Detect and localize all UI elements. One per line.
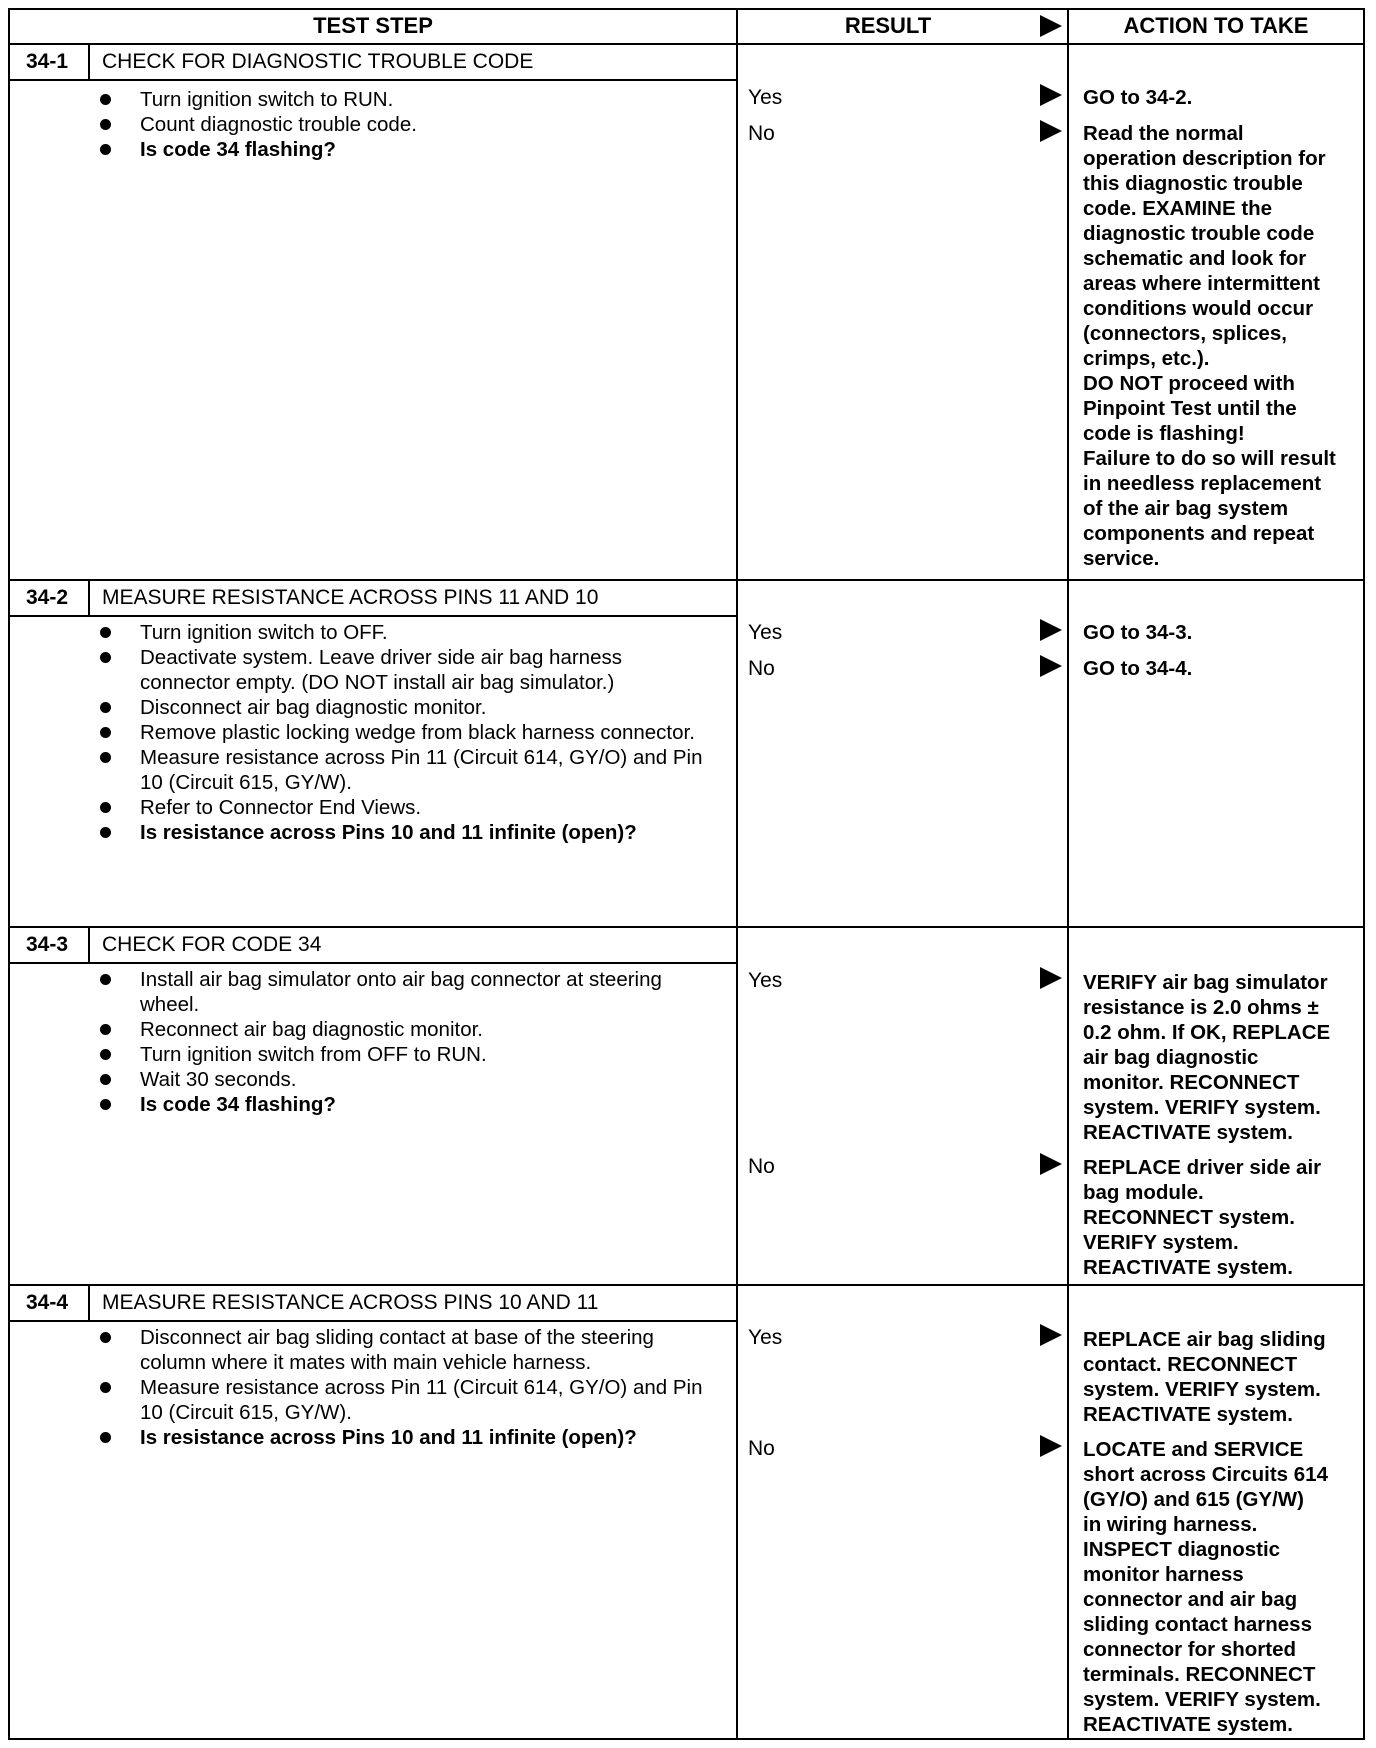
num-cell-border (88, 1284, 90, 1320)
bullet-dot-icon (100, 974, 111, 985)
table-border-left (8, 8, 10, 1740)
action-line: areas where intermittent (1083, 272, 1320, 295)
bullet-dot-icon (100, 752, 111, 763)
num-cell-border (88, 579, 90, 615)
column-divider (1067, 8, 1069, 1740)
header-result: RESULT (844, 13, 932, 38)
step-bullets (96, 87, 716, 162)
bullet-item (96, 1042, 716, 1067)
action-line: VERIFY air bag simulator (1083, 971, 1328, 994)
bullet-dot-icon (100, 1024, 111, 1035)
action-line: system. VERIFY system. (1083, 1688, 1321, 1711)
action-line: diagnostic trouble code (1083, 222, 1315, 245)
action-text (1083, 1437, 1361, 1737)
action-line: REACTIVATE system. (1083, 1713, 1293, 1736)
result-yes: Yes (748, 969, 783, 992)
result-yes: Yes (748, 86, 783, 109)
bullet-text: Reconnect air bag diagnostic monitor. (140, 1018, 484, 1041)
arrow-icon (1040, 84, 1062, 106)
bullet-text: Turn ignition switch to RUN. (140, 88, 394, 111)
bullet-item (96, 87, 716, 112)
action-line: REPLACE driver side air (1083, 1156, 1322, 1179)
bullet-item (96, 1325, 716, 1375)
action-line: connector and air bag (1083, 1588, 1298, 1611)
bullet-dot-icon (100, 94, 111, 105)
action-line: schematic and look for (1083, 247, 1307, 270)
step-title: MEASURE RESISTANCE ACROSS PINS 11 AND 10 (102, 586, 599, 609)
bullet-item (96, 620, 716, 645)
bullet-text: Install air bag simulator onto air bag connector at steering wheel. (140, 968, 662, 1016)
action-line: REPLACE air bag sliding (1083, 1328, 1326, 1351)
bullet-item (96, 695, 716, 720)
result-no: No (748, 1437, 775, 1460)
bullet-text: Measure resistance across Pin 11 (Circuit 614, GY/O) and Pin 10 (Circuit 615, GY/W). (140, 746, 703, 794)
action-text (1083, 970, 1361, 1145)
action-line: system. VERIFY system. (1083, 1096, 1321, 1119)
bullet-dot-icon (100, 702, 111, 713)
arrow-icon (1040, 1324, 1062, 1346)
step-title: CHECK FOR CODE 34 (102, 933, 322, 956)
action-line: conditions would occur (1083, 297, 1314, 320)
step-bullets (96, 620, 716, 845)
step-title: MEASURE RESISTANCE ACROSS PINS 10 AND 11 (102, 1291, 599, 1314)
bullet-dot-icon (100, 652, 111, 663)
bullet-item (96, 645, 716, 695)
bullet-question (96, 1092, 716, 1117)
action-line: RECONNECT system. (1083, 1206, 1295, 1229)
action-line: INSPECT diagnostic (1083, 1538, 1281, 1561)
action-line: bag module. (1083, 1181, 1204, 1204)
action-line: GO to 34-4. (1083, 657, 1193, 680)
table-border-right (1363, 8, 1365, 1740)
action-text (1083, 656, 1361, 681)
bullet-text: Is code 34 flashing? (140, 138, 336, 161)
bullet-text: Is resistance across Pins 10 and 11 infinite (open)? (140, 1426, 637, 1449)
bullet-item (96, 112, 716, 137)
bullet-text: Disconnect air bag sliding contact at base of the steering column where it mates with main vehicle harness. (140, 1326, 654, 1374)
step-title: CHECK FOR DIAGNOSTIC TROUBLE CODE (102, 50, 534, 73)
action-text (1083, 1155, 1361, 1280)
action-line: GO to 34-3. (1083, 621, 1193, 644)
action-line: (connectors, splices, (1083, 322, 1287, 345)
action-line: 0.2 ohm. If OK, REPLACE (1083, 1021, 1331, 1044)
bullet-item (96, 795, 716, 820)
column-divider (736, 8, 738, 1740)
step-number: 34-2 (25, 586, 69, 609)
step-number: 34-4 (25, 1291, 69, 1314)
step-number: 34-3 (25, 933, 69, 956)
action-line: REACTIVATE system. (1083, 1256, 1293, 1279)
bullet-dot-icon (100, 1099, 111, 1110)
action-text (1083, 121, 1361, 571)
bullet-item (96, 1017, 716, 1042)
action-text (1083, 620, 1361, 645)
action-line: LOCATE and SERVICE (1083, 1438, 1304, 1461)
header-action: ACTION TO TAKE (1123, 13, 1309, 38)
arrow-icon (1040, 120, 1062, 142)
action-line: resistance is 2.0 ohms ± (1083, 996, 1319, 1019)
action-line: this diagnostic trouble (1083, 172, 1303, 195)
action-line: terminals. RECONNECT (1083, 1663, 1316, 1686)
action-line: REACTIVATE system. (1083, 1121, 1293, 1144)
bullet-dot-icon (100, 627, 111, 638)
action-line: VERIFY system. (1083, 1231, 1239, 1254)
bullet-text: Is code 34 flashing? (140, 1093, 336, 1116)
arrow-icon (1040, 655, 1062, 677)
bullet-text: Deactivate system. Leave driver side air bag harness connector empty. (DO NOT install air bag simulator.) (140, 646, 622, 694)
action-text (1083, 85, 1361, 110)
bullet-text: Disconnect air bag diagnostic monitor. (140, 696, 487, 719)
bullet-item (96, 1067, 716, 1092)
action-line: REACTIVATE system. (1083, 1403, 1293, 1426)
bullet-dot-icon (100, 144, 111, 155)
action-line: Failure to do so will result (1083, 447, 1336, 470)
arrow-icon (1040, 1435, 1062, 1457)
num-cell-border (88, 926, 90, 962)
action-line: GO to 34-2. (1083, 86, 1193, 109)
arrow-icon (1040, 1153, 1062, 1175)
action-line: crimps, etc.). (1083, 347, 1210, 370)
bullet-dot-icon (100, 802, 111, 813)
bullet-dot-icon (100, 827, 111, 838)
bullet-text: Count diagnostic trouble code. (140, 113, 417, 136)
action-text (1083, 1327, 1361, 1427)
step-bullets (96, 1325, 716, 1450)
action-line: (GY/O) and 615 (GY/W) (1083, 1488, 1304, 1511)
header-arrow-icon (1040, 15, 1062, 37)
result-no: No (748, 657, 775, 680)
action-line: system. VERIFY system. (1083, 1378, 1321, 1401)
bullet-text: Measure resistance across Pin 11 (Circuit 614, GY/O) and Pin 10 (Circuit 615, GY/W). (140, 1376, 703, 1424)
result-no: No (748, 1155, 775, 1178)
bullet-dot-icon (100, 1049, 111, 1060)
bullet-dot-icon (100, 1432, 111, 1443)
bullet-text: Wait 30 seconds. (140, 1068, 297, 1091)
action-line: Read the normal (1083, 122, 1244, 145)
bullet-text: Turn ignition switch to OFF. (140, 621, 388, 644)
bullet-question (96, 820, 716, 845)
action-line: Pinpoint Test until the (1083, 397, 1297, 420)
bullet-dot-icon (100, 727, 111, 738)
action-line: monitor harness (1083, 1563, 1244, 1586)
bullet-question (96, 137, 716, 162)
bullet-question (96, 1425, 716, 1450)
bullet-dot-icon (100, 1332, 111, 1343)
bullet-dot-icon (100, 1074, 111, 1085)
action-line: in needless replacement (1083, 472, 1322, 495)
action-line: DO NOT proceed with (1083, 372, 1295, 395)
action-line: monitor. RECONNECT (1083, 1071, 1300, 1094)
result-yes: Yes (748, 1326, 783, 1349)
bullet-text: Refer to Connector End Views. (140, 796, 422, 819)
bullet-text: Turn ignition switch from OFF to RUN. (140, 1043, 487, 1066)
action-line: components and repeat (1083, 522, 1315, 545)
action-line: contact. RECONNECT (1083, 1353, 1298, 1376)
bullet-item (96, 967, 716, 1017)
step-bullets (96, 967, 716, 1117)
bullet-dot-icon (100, 1382, 111, 1393)
bullet-dot-icon (100, 119, 111, 130)
action-line: air bag diagnostic (1083, 1046, 1259, 1069)
action-line: operation description for (1083, 147, 1326, 170)
step-number: 34-1 (25, 50, 69, 73)
bullet-text: Is resistance across Pins 10 and 11 infinite (open)? (140, 821, 637, 844)
arrow-icon (1040, 967, 1062, 989)
arrow-icon (1040, 619, 1062, 641)
num-cell-border (88, 43, 90, 79)
action-line: connector for shorted (1083, 1638, 1296, 1661)
result-yes: Yes (748, 621, 783, 644)
table-border-bottom (8, 1738, 1365, 1740)
action-line: code is flashing! (1083, 422, 1245, 445)
action-line: of the air bag system (1083, 497, 1289, 520)
action-line: code. EXAMINE the (1083, 197, 1273, 220)
action-line: service. (1083, 547, 1160, 570)
bullet-item (96, 1375, 716, 1425)
header-test-step: TEST STEP (313, 13, 433, 38)
action-line: short across Circuits 614 (1083, 1463, 1328, 1486)
bullet-item (96, 745, 716, 795)
result-no: No (748, 122, 775, 145)
bullet-text: Remove plastic locking wedge from black harness connector. (140, 721, 695, 744)
bullet-item (96, 720, 716, 745)
action-line: sliding contact harness (1083, 1613, 1312, 1636)
action-line: in wiring harness. (1083, 1513, 1258, 1536)
